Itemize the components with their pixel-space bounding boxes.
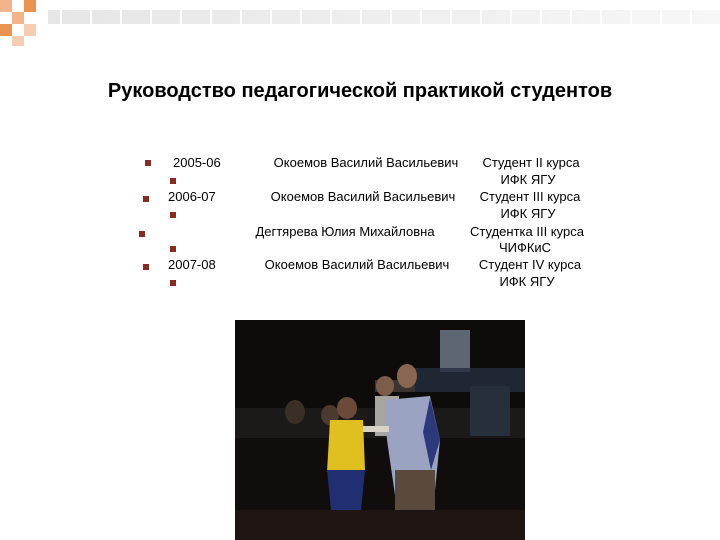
student-institute: ЧИФКиС [498, 240, 552, 255]
student-institute: ИФК ЯГУ [500, 206, 556, 221]
header-decoration [0, 0, 720, 50]
student-course: Студент II курса [482, 155, 580, 170]
student-course: Студент IV курса [478, 257, 582, 272]
slide-title: Руководство педагогической практикой студентов [107, 80, 613, 102]
student-name: Окоемов Василий Васильевич [273, 155, 459, 170]
bullet-icon [143, 264, 149, 270]
bullet-icon [139, 231, 145, 237]
bullet-icon [170, 212, 176, 218]
photo-illustration [235, 320, 525, 540]
year-label: 2006-07 [168, 189, 216, 204]
student-name: Дегтярева Юлия Михайловна [255, 224, 435, 239]
bullet-icon [170, 246, 176, 252]
bullet-icon [143, 196, 149, 202]
student-name: Окоемов Василий Васильевич [264, 257, 450, 272]
student-name: Окоемов Василий Васильевич [270, 189, 456, 204]
year-label: 2007-08 [168, 257, 216, 272]
bullet-icon [170, 178, 176, 184]
student-institute: ИФК ЯГУ [499, 274, 555, 289]
group-photo [235, 320, 525, 540]
student-course: Студент III курса [479, 189, 581, 204]
student-institute: ИФК ЯГУ [500, 172, 556, 187]
bullet-icon [170, 280, 176, 286]
bullet-icon [145, 160, 151, 166]
student-course: Студентка III курса [470, 224, 584, 239]
year-label: 2005-06 [173, 155, 221, 170]
